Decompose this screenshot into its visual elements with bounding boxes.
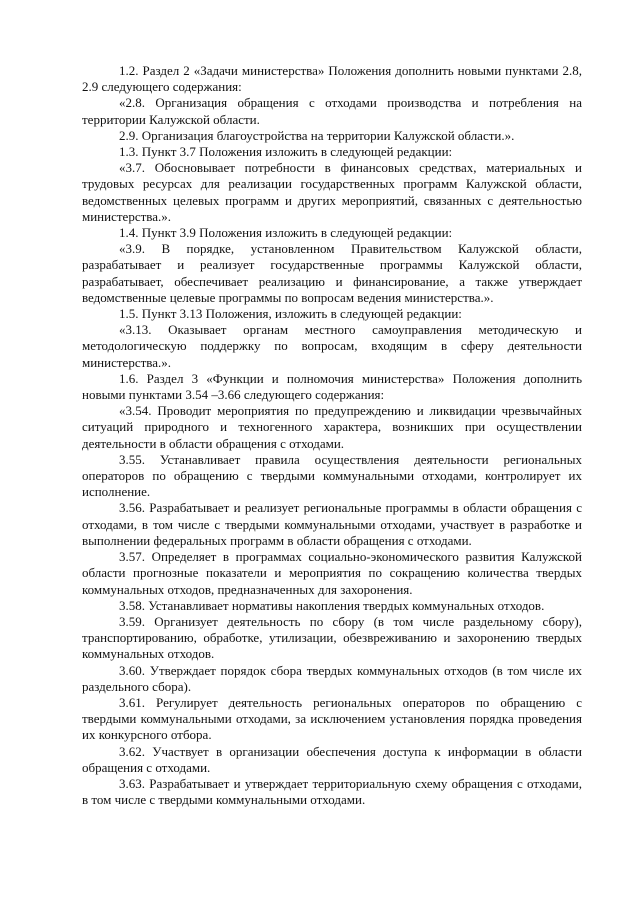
paragraph-3-61: 3.61. Регулирует деятельность региональных операторов по обращению с твердыми коммунальными отходами, за исключением установления порядка проведения их конкурсного отбора. — [82, 694, 582, 743]
paragraph-1-5: 1.5. Пункт 3.13 Положения, изложить в следующей редакции: — [119, 306, 462, 322]
paragraph-3-57: 3.57. Определяет в программах социально-экономического развития Калужской области прогнозные показатели и мероприятия по сокращению количества твердых коммунальных отходов, предназначенных для захоронения. — [82, 549, 582, 597]
paragraph-1-6: 1.6. Раздел 3 «Функции и полномочия министерства» Положения дополнить новыми пунктами 3.54 –3.66 следующего содержания: — [82, 370, 582, 403]
paragraph-3-7: «3.7. Обосновывает потребности в финансовых средствах, материальных и трудовых ресурсах для реализации государственных программ Калужской области, ведомственных целевых программ и других мероприятий, связанных с деятельностью министерства.». — [82, 160, 582, 224]
paragraph-2-8: «2.8. Организация обращения с отходами производства и потребления на территории Калужской области. — [82, 95, 582, 127]
document-page — [82, 63, 582, 808]
paragraph-3-59: 3.59. Организует деятельность по сбору (в том числе раздельному сбору), транспортированию, обработке, утилизации, обезвреживанию и захоронению твердых коммунальных отходов. — [82, 613, 582, 662]
paragraph-1-4: 1.4. Пункт 3.9 Положения изложить в следующей редакции: — [119, 225, 453, 241]
paragraph-3-13: «3.13. Оказывает органам местного самоуправления методическую и методологическую поддержку по вопросам, входящим в сферу деятельности министерства.». — [82, 322, 582, 370]
paragraph-3-54: «3.54. Проводит мероприятия по предупреждению и ликвидации чрезвычайных ситуаций природного и техногенного характера, возникших при осуществлении деятельности в области обращения с отходами. — [82, 403, 582, 451]
paragraph-3-63: 3.63. Разрабатывает и утверждает территориальную схему обращения с отходами, в том числе с твердыми коммунальными отходами. — [82, 775, 582, 808]
paragraph-3-60: 3.60. Утверждает порядок сбора твердых коммунальных отходов (в том числе их раздельного сбора). — [82, 662, 582, 694]
paragraph-1-3: 1.3. Пункт 3.7 Положения изложить в следующей редакции: — [119, 144, 453, 160]
paragraph-1-2: 1.2. Раздел 2 «Задачи министерства» Положения дополнить новыми пунктами 2.8, 2.9 следующего содержания: — [82, 63, 582, 95]
paragraph-3-62: 3.62. Участвует в организации обеспечения доступа к информации в области обращения с отходами. — [82, 743, 582, 775]
paragraph-3-9: «3.9. В порядке, установленном Правительством Калужской области, разрабатывает и реализует государственные программы Калужской области, разрабатывает, обеспечивает реализацию и финансирование, а также утверждает ведомственные целевые программы по вопросам ведения министерства.». — [82, 241, 582, 305]
paragraph-3-55: 3.55. Устанавливает правила осуществления деятельности региональных операторов по обращению с твердыми коммунальными отходами, контролирует их исполнение. — [82, 451, 582, 500]
paragraph-3-56: 3.56. Разрабатывает и реализует региональные программы в области обращения с отходами, в том числе с твердыми коммунальными отходами, участвует в разработке и выполнении федеральных программ в области обращения с отходами. — [82, 500, 582, 548]
paragraph-2-9: 2.9. Организация благоустройства на территории Калужской области.». — [119, 127, 515, 143]
paragraph-3-58: 3.58. Устанавливает нормативы накопления твердых коммунальных отходов. — [119, 597, 545, 613]
